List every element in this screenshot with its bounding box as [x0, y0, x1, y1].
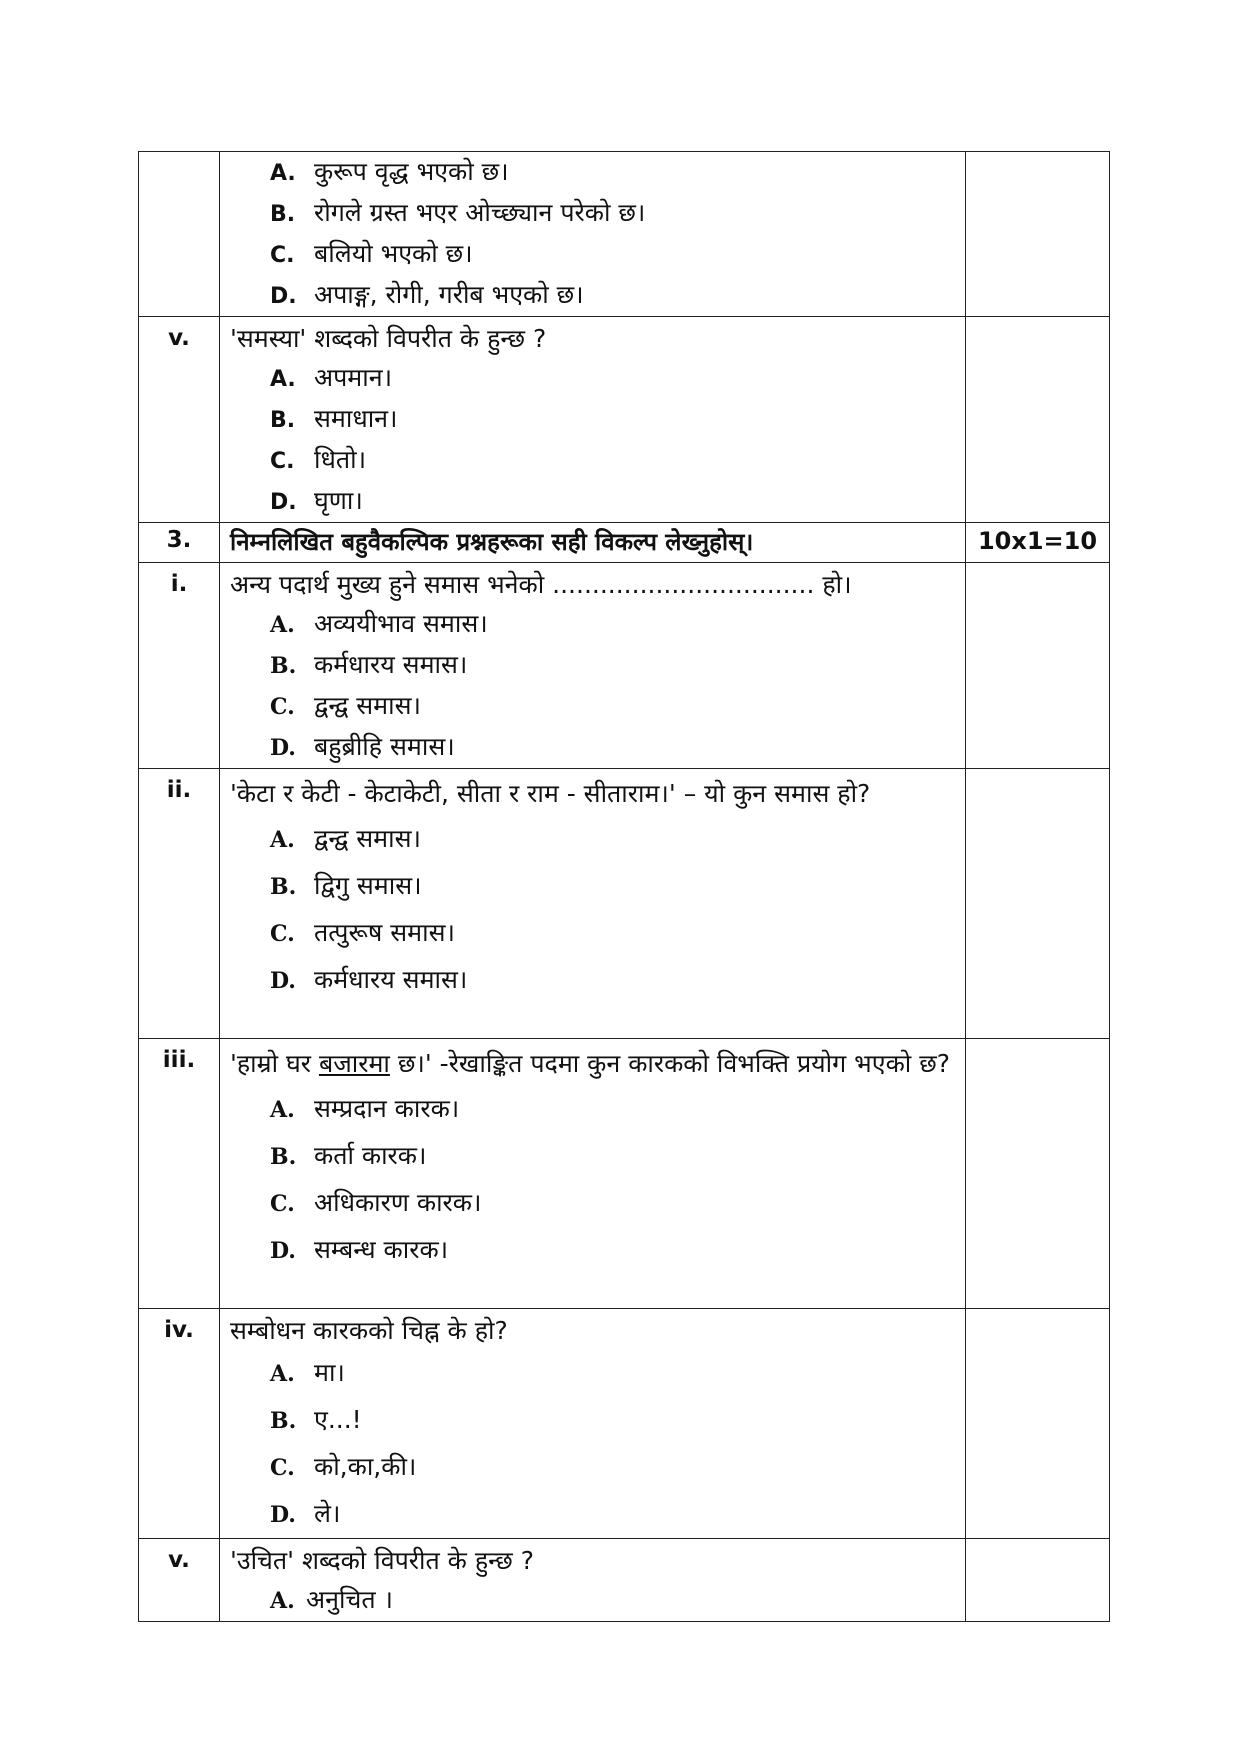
option-a: A. द्वन्द्व समास।	[270, 824, 421, 853]
question-text: 'केटा र केटी - केटाकेटी, सीता र राम - सीताराम।' – यो कुन समास हो?	[230, 779, 871, 808]
question-number: ii.	[139, 769, 220, 1039]
option-d: D. बहुब्रीहि समास।	[270, 732, 455, 761]
question-cell	[220, 1309, 966, 1539]
table-row	[139, 523, 1110, 563]
marks-cell	[966, 769, 1110, 1039]
option-c: C. धितो।	[270, 445, 367, 474]
marks-cell	[966, 1039, 1110, 1309]
question-table	[138, 151, 1110, 1622]
option-d: D. ले।	[270, 1499, 341, 1528]
option-a: A. कुरूप वृद्ध भएको छ।	[270, 157, 509, 186]
underlined-word: बजारमा	[318, 1049, 390, 1078]
question-text: अन्य पदार्थ मुख्य हुने समास भनेको ................................. हो।	[230, 570, 852, 599]
option-b: B. समाधान।	[270, 404, 398, 433]
option-c: C. बलियो भएको छ।	[270, 239, 473, 268]
option-d: D. घृणा।	[270, 486, 363, 515]
option-b: B. द्विगु समास।	[270, 871, 422, 900]
table-row	[139, 1039, 1110, 1309]
marks-cell	[966, 1539, 1110, 1622]
option-a: A. अनुचित ।	[270, 1585, 393, 1614]
section-instruction: निम्नलिखित बहुवैकल्पिक प्रश्नहरूका सही विकल्प लेख्नुहोस्।	[220, 523, 966, 563]
question-number: v.	[139, 317, 220, 523]
option-b: B. कर्मधारय समास।	[270, 650, 468, 679]
option-c: C. को,का,की।	[270, 1452, 417, 1481]
question-number: i.	[139, 563, 220, 769]
table-row	[139, 317, 1110, 523]
question-number: iii.	[139, 1039, 220, 1309]
marks-cell	[966, 152, 1110, 317]
question-text: 'समस्या' शब्दको विपरीत के हुन्छ ?	[230, 324, 547, 353]
option-d: D. सम्बन्ध कारक।	[270, 1235, 449, 1264]
question-cell	[220, 563, 966, 769]
table-row	[139, 563, 1110, 769]
question-cell	[220, 1039, 966, 1309]
option-c: C. द्वन्द्व समास।	[270, 691, 421, 720]
option-d: D. अपाङ्ग, रोगी, गरीब भएको छ।	[270, 280, 584, 309]
option-b: B. कर्ता कारक।	[270, 1141, 427, 1170]
marks-cell: 10x1=10	[966, 523, 1110, 563]
option-c: C. अधिकारण कारक।	[270, 1188, 482, 1217]
option-b: B. ए...!	[270, 1405, 362, 1434]
question-text: सम्बोधन कारकको चिह्न के हो?	[230, 1316, 508, 1345]
table-row	[139, 1309, 1110, 1539]
question-cell	[220, 317, 966, 523]
question-number: v.	[139, 1539, 220, 1622]
option-a: A. सम्प्रदान कारक।	[270, 1094, 460, 1123]
marks-cell	[966, 1309, 1110, 1539]
question-text: 'उचित' शब्दको विपरीत के हुन्छ ?	[230, 1546, 534, 1575]
question-number: 3.	[139, 523, 220, 563]
question-number: iv.	[139, 1309, 220, 1539]
question-cell	[220, 1539, 966, 1622]
table-row	[139, 769, 1110, 1039]
marks-cell	[966, 563, 1110, 769]
option-d: D. कर्मधारय समास।	[270, 965, 468, 994]
question-cell	[220, 152, 966, 317]
question-number	[139, 152, 220, 317]
option-b: B. रोगले ग्रस्त भएर ओच्छ्यान परेको छ।	[270, 198, 646, 227]
table-row	[139, 1539, 1110, 1622]
option-c: C. तत्पुरूष समास।	[270, 918, 455, 947]
option-a: A. मा।	[270, 1358, 345, 1387]
table-row	[139, 152, 1110, 317]
marks-cell	[966, 317, 1110, 523]
question-cell	[220, 769, 966, 1039]
option-a: A. अपमान।	[270, 363, 393, 392]
option-a: A. अव्ययीभाव समास।	[270, 609, 488, 638]
question-text: 'हाम्रो घर बजारमा छ।' -रेखाङ्कित पदमा कुन कारकको विभक्ति प्रयोग भएको छ?	[230, 1049, 950, 1078]
